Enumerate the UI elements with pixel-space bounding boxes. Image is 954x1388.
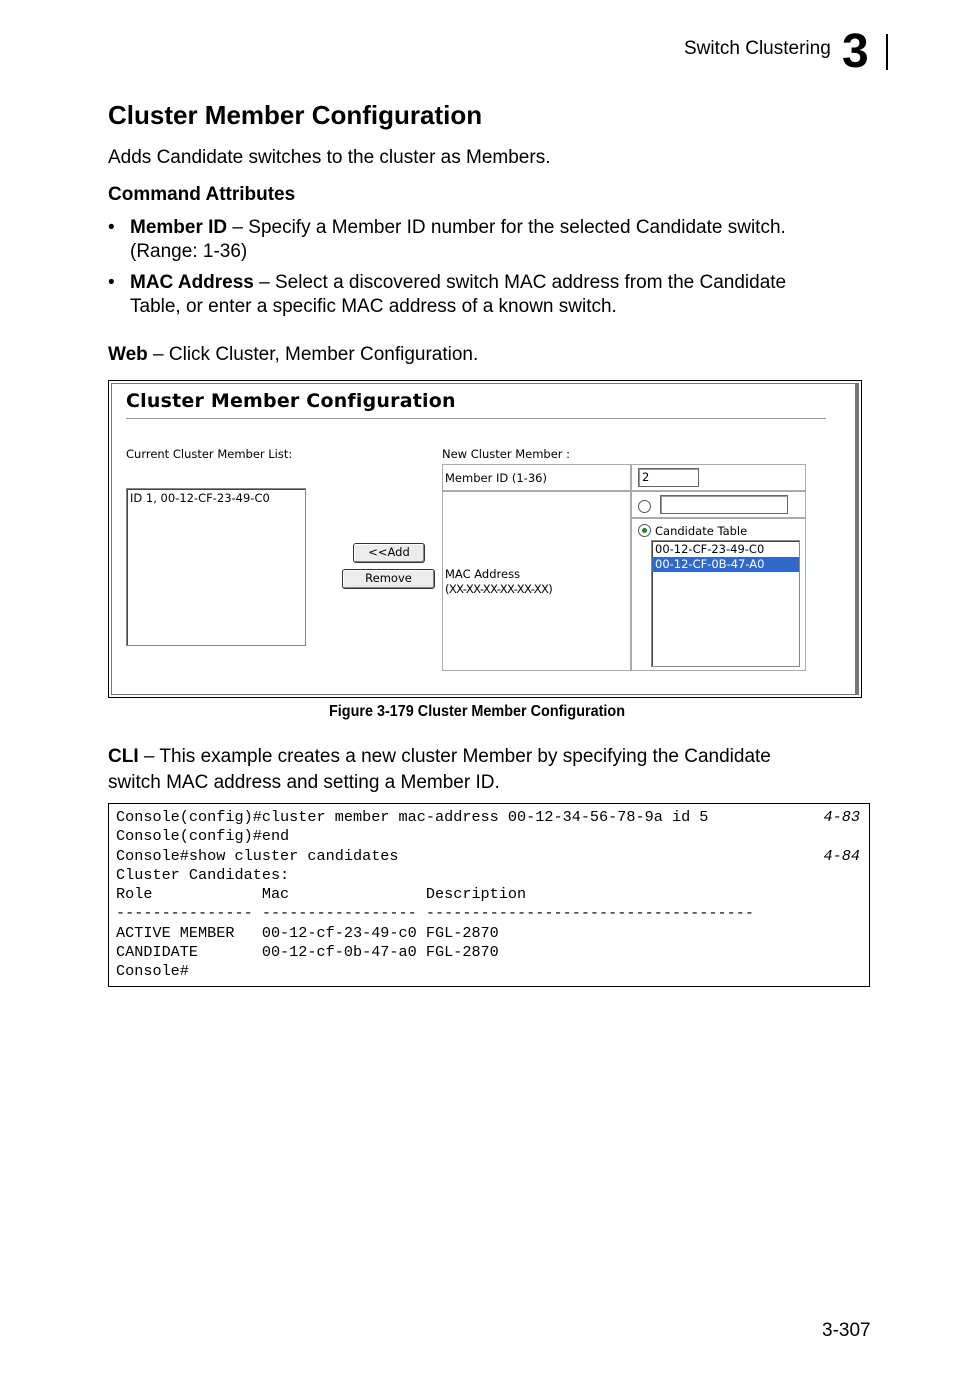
code-page-ref: 4-84 — [823, 847, 860, 865]
bullet-text: – Specify a Member ID number for the selected Candidate switch. — [227, 217, 786, 238]
code-line: Console# — [116, 962, 189, 980]
candidate-item-selected[interactable]: 00-12-CF-0B-47-A0 — [652, 557, 799, 572]
bullet-text-cont: Table, or enter a specific MAC address of a known switch. — [130, 296, 617, 317]
code-page-ref: 4-83 — [823, 808, 860, 826]
bullet-mac-address — [108, 271, 868, 321]
mac-address-input[interactable] — [660, 495, 788, 514]
chapter-number: 3 — [842, 25, 869, 78]
code-line: Cluster Candidates: — [116, 866, 290, 884]
list-item[interactable]: ID 1, 00-12-CF-23-49-C0 — [130, 491, 270, 505]
running-header: Switch Clustering — [684, 38, 831, 59]
code-block — [108, 803, 870, 987]
remove-button[interactable]: Remove — [342, 569, 435, 589]
candidate-table-radio[interactable] — [638, 524, 651, 537]
page-number: 3-307 — [822, 1320, 871, 1341]
candidate-listbox[interactable] — [651, 540, 800, 667]
bullet-text: – Select a discovered switch MAC address from the Candidate — [253, 272, 787, 293]
title-rule — [126, 418, 826, 419]
cli-text-cont: switch MAC address and setting a Member ID. — [108, 772, 500, 793]
code-line: Role Mac Description — [116, 885, 527, 903]
mac-label-cell — [442, 491, 631, 671]
intro-paragraph: Adds Candidate switches to the cluster as Members. — [108, 147, 551, 168]
member-id-input-cell — [631, 464, 806, 491]
web-instruction — [108, 343, 478, 367]
cli-term: CLI — [108, 746, 139, 767]
new-member-label: New Cluster Member : — [442, 447, 571, 461]
bullet-term: MAC Address — [130, 272, 254, 293]
member-id-input[interactable]: 2 — [638, 468, 699, 487]
candidate-item[interactable]: 00-12-CF-23-49-C0 — [655, 542, 765, 556]
bullet-dot: • — [108, 217, 115, 238]
candidate-cell — [631, 518, 806, 671]
code-line: Console#show cluster candidates — [116, 847, 399, 865]
cli-text: – This example creates a new cluster Member by specifying the Candidate — [138, 746, 771, 767]
attributes-heading: Command Attributes — [108, 184, 296, 205]
chapter-divider — [886, 34, 888, 70]
code-line: Console(config)#cluster member mac-address 00-12-34-56-78-9a id 5 — [116, 808, 709, 826]
screen-title: Cluster Member Configuration — [126, 390, 456, 412]
bullet-text-cont: (Range: 1-36) — [130, 241, 248, 262]
mac-format-hint: (XX-XX-XX-XX-XX-XX) — [445, 582, 553, 596]
bullet-term: Member ID — [130, 217, 228, 238]
web-screenshot — [108, 380, 862, 698]
web-term: Web — [108, 344, 148, 365]
section-title: Cluster Member Configuration — [108, 100, 483, 130]
code-line: ACTIVE MEMBER 00-12-cf-23-49-c0 FGL-2870 — [116, 924, 499, 942]
mac-address-label: MAC Address — [445, 567, 521, 581]
manual-mac-radio[interactable] — [638, 500, 651, 513]
code-line: --------------- ----------------- ------------------------------------ — [116, 904, 754, 922]
bullet-member-id — [108, 216, 868, 266]
mac-manual-cell — [631, 491, 806, 518]
web-text: – Click Cluster, Member Configuration. — [147, 344, 479, 365]
member-id-label: Member ID (1-36) — [445, 471, 547, 485]
candidate-table-label: Candidate Table — [655, 524, 748, 538]
current-member-listbox[interactable] — [126, 488, 306, 646]
code-line: CANDIDATE 00-12-cf-0b-47-a0 FGL-2870 — [116, 943, 499, 961]
member-id-label-cell — [442, 464, 631, 491]
code-line: Console(config)#end — [116, 827, 290, 845]
bullet-dot: • — [108, 272, 115, 293]
current-list-label: Current Cluster Member List: — [126, 447, 293, 461]
screenshot-frame — [111, 383, 859, 695]
add-button[interactable]: <<Add — [353, 543, 425, 563]
figure-caption: Figure 3-179 Cluster Member Configuration — [328, 703, 626, 720]
cli-paragraph — [108, 744, 868, 796]
